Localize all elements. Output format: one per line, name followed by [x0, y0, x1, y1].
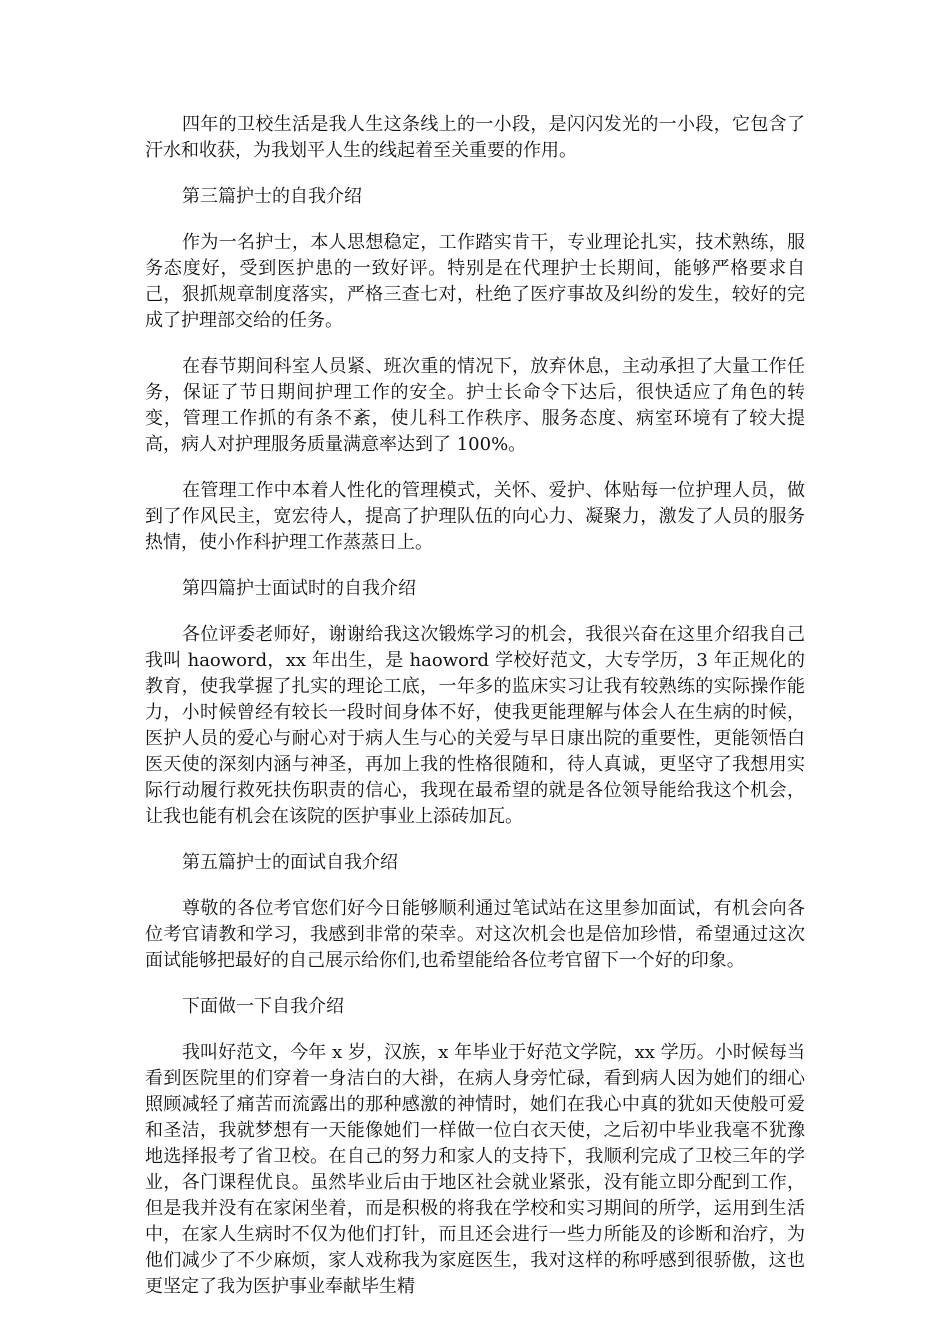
- document-body: [145, 112, 805, 1320]
- section-heading: 第五篇护士的面试自我介绍: [182, 852, 398, 873]
- section-heading: 第三篇护士的自我介绍: [182, 186, 362, 207]
- paragraph: 在管理工作中本着人性化的管理模式，关怀、爱护、体贴每一位护理人员，做到了作风民主，宽宏待人，提高了护理队伍的向心力、凝聚力，激发了人员的服务热情，使小作科护理工作蒸蒸日上。: [145, 480, 805, 553]
- section-heading: 第四篇护士面试时的自我介绍: [182, 578, 416, 599]
- paragraph: 作为一名护士，本人思想稳定，工作踏实肯干，专业理论扎实，技术熟练，服务态度好，受到医护患的一致好评。特别是在代理护士长期间，能够严格要求自己，狠抓规章制度落实，严格三查七对，杜绝了医疗事故及纠纷的发生，较好的完成了护理部交给的任务。: [145, 232, 805, 331]
- section-heading: 下面做一下自我介绍: [182, 996, 344, 1017]
- paragraph: 我叫好范文，今年 x 岁，汉族，x 年毕业于好范文学院，xx 学历。小时候每当看到医院里的们穿着一身洁白的大褂，在病人身旁忙碌，看到病人因为她们的细心照顾减轻了痛苦而流露出的那种感激的神情时，她们在我心中真的犹如天使般可爱和圣洁，我就梦想有一天能像她们一样做一位白衣天使，之后初中毕业我毫不犹豫地选择报考了省卫校。在自己的努力和家人的支持下，我顺利完成了卫校三年的学业，各门课程优良。虽然毕业后由于地区社会就业紧张，没有能立即分配到工作，但是我并没有在家闲坐着，而是积极的将我在学校和实习期间的所学，运用到生活中，在家人生病时不仅为他们打针，而且还会进行一些力所能及的诊断和治疗，为他们减少了不少麻烦，家人戏称我为家庭医生，我对这样的称呼感到很骄傲，这也更坚定了我为医护事业奉献毕生精: [145, 1042, 805, 1297]
- paragraph: 在春节期间科室人员紧、班次重的情况下，放弃休息，主动承担了大量工作任务，保证了节日期间护理工作的安全。护士长命令下达后，很快适应了角色的转变，管理工作抓的有条不紊，使儿科工作秩序、服务态度、病室环境有了较大提高，病人对护理服务质量满意率达到了 100%。: [145, 356, 805, 455]
- paragraph: 各位评委老师好，谢谢给我这次锻炼学习的机会，我很兴奋在这里介绍我自己我叫 haoword，xx 年出生，是 haoword 学校好范文，大专学历，3 年正规化的教育，使我掌握了扎实的理论工底，一年多的监床实习让我有较熟练的实际操作能力，小时候曾经有较长一段时间身体不好，使我更能理解与体会人在生病的时候，医护人员的爱心与耐心对于病人生与心的关爱与早日康出院的重要性，更能领悟白医天使的深刻内涵与神圣，再加上我的性格很随和，待人真诚，更坚守了我想用实际行动履行救死扶伤职责的信心，我现在最希望的就是各位领导能给我这个机会，让我也能有机会在该院的医护事业上添砖加瓦。: [145, 624, 805, 827]
- paragraph: 尊敬的各位考官您们好今日能够顺利通过笔试站在这里参加面试，有机会向各位考官请教和学习，我感到非常的荣幸。对这次机会也是倍加珍惜，希望通过这次面试能够把最好的自己展示给你们,也希望能给各位考官留下一个好的印象。: [145, 898, 805, 971]
- paragraph: 四年的卫校生活是我人生这条线上的一小段，是闪闪发光的一小段，它包含了汗水和收获，为我划平人生的线起着至关重要的作用。: [145, 114, 805, 161]
